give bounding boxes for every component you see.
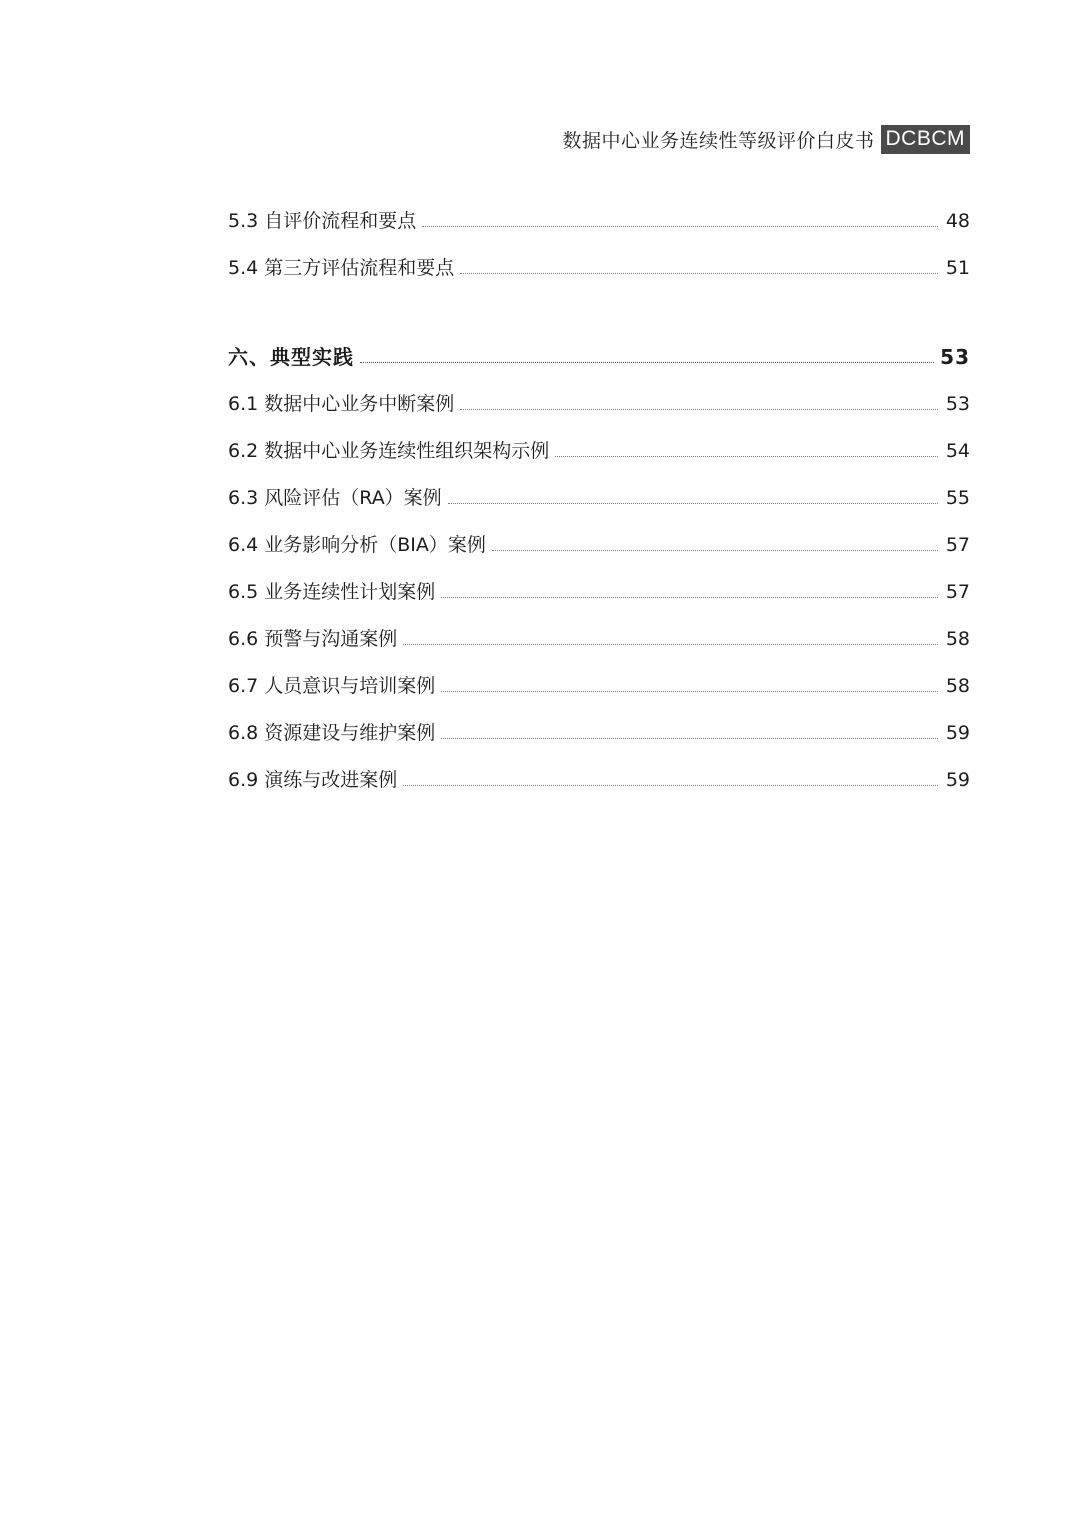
toc-leader-dots xyxy=(555,456,938,457)
toc-entry-label: 六、典型实践 xyxy=(228,345,354,369)
page-header xyxy=(228,125,970,154)
toc-leader-dots xyxy=(492,550,938,551)
toc-entry[interactable] xyxy=(228,463,970,510)
toc-entry-page: 53 xyxy=(945,393,970,416)
toc-leader-dots xyxy=(403,644,938,645)
toc-entry-label: 5.3 自评价流程和要点 xyxy=(228,210,417,233)
toc-entry-label: 6.3 风险评估（RA）案例 xyxy=(228,487,442,510)
toc-entry-label: 6.9 演练与改进案例 xyxy=(228,769,398,792)
toc-entry[interactable] xyxy=(228,557,970,604)
toc-entry-label: 6.6 预警与沟通案例 xyxy=(228,628,398,651)
header-badge: DCBCM xyxy=(881,125,971,154)
toc-entry-label: 6.8 资源建设与维护案例 xyxy=(228,722,436,745)
toc-entry-page: 51 xyxy=(945,257,970,280)
toc-entry[interactable] xyxy=(228,369,970,416)
toc-entry-chapter[interactable] xyxy=(228,322,970,369)
toc-entry[interactable] xyxy=(228,416,970,463)
toc-entry-label: 5.4 第三方评估流程和要点 xyxy=(228,257,455,280)
header-title: 数据中心业务连续性等级评价白皮书 xyxy=(562,130,875,152)
toc-section-gap xyxy=(228,280,970,322)
toc-entry-label: 6.1 数据中心业务中断案例 xyxy=(228,393,455,416)
toc-entry[interactable] xyxy=(228,510,970,557)
toc-entry-label: 6.5 业务连续性计划案例 xyxy=(228,581,436,604)
toc-leader-dots xyxy=(460,273,938,274)
toc-entry-page: 55 xyxy=(945,487,970,510)
toc-entry-label: 6.2 数据中心业务连续性组织架构示例 xyxy=(228,440,550,463)
toc-entry-page: 57 xyxy=(945,534,970,557)
toc-entry-page: 58 xyxy=(945,675,970,698)
toc-entry[interactable] xyxy=(228,186,970,233)
table-of-contents xyxy=(228,186,970,792)
toc-entry-page: 54 xyxy=(945,440,970,463)
toc-leader-dots xyxy=(460,409,938,410)
toc-entry[interactable] xyxy=(228,233,970,280)
toc-entry-page: 59 xyxy=(945,769,970,792)
toc-entry[interactable] xyxy=(228,698,970,745)
toc-entry-page: 59 xyxy=(945,722,970,745)
toc-entry-label: 6.4 业务影响分析（BIA）案例 xyxy=(228,534,486,557)
toc-group-6 xyxy=(228,322,970,792)
toc-group-5 xyxy=(228,186,970,280)
toc-leader-dots xyxy=(441,738,938,739)
toc-entry[interactable] xyxy=(228,604,970,651)
toc-entry[interactable] xyxy=(228,651,970,698)
toc-leader-dots xyxy=(441,691,938,692)
toc-entry-page: 58 xyxy=(945,628,970,651)
toc-leader-dots xyxy=(360,362,934,363)
toc-leader-dots xyxy=(441,597,938,598)
toc-entry[interactable] xyxy=(228,745,970,792)
toc-leader-dots xyxy=(422,226,938,227)
toc-entry-label: 6.7 人员意识与培训案例 xyxy=(228,675,436,698)
toc-entry-page: 48 xyxy=(945,210,970,233)
toc-leader-dots xyxy=(403,785,938,786)
toc-leader-dots xyxy=(448,503,938,504)
toc-entry-page: 53 xyxy=(940,345,970,369)
toc-entry-page: 57 xyxy=(945,581,970,604)
